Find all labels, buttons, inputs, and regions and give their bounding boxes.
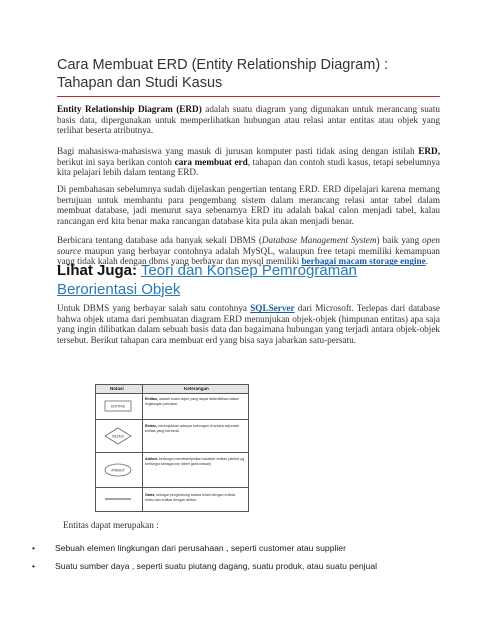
table-header <box>96 385 248 394</box>
attribute-ellipse-icon <box>96 453 142 487</box>
title-divider <box>57 96 440 97</box>
erd-term: Entity Relationship Diagram (ERD) <box>57 104 202 114</box>
bullet-icon: • <box>32 561 36 571</box>
notation-desc: sebagai penghubung antara relasi dengan entitas, relasi dan entitas dengan atribut. <box>145 493 237 502</box>
paragraph-text: maupun yang berbayar contohnya adalah MySQL, walaupun free tetapi memiliki kemampuan yang tidak kalah dengan dbms yang berbayar dan mysql memiliki <box>57 245 440 267</box>
table-cell <box>145 457 245 466</box>
list-item-text: Sebuah elemen lingkungan dari perusahaan , seperti customer atau supplier <box>55 543 346 553</box>
paragraph-text: berikut ini saya berikan contoh <box>57 156 175 167</box>
notation-term: Entitas, <box>145 397 158 401</box>
notation-term: Garis, <box>145 493 156 497</box>
italic-term: Database Management System <box>261 235 377 245</box>
svg-text:ATRIBUT: ATRIBUT <box>111 468 125 473</box>
notation-term: Relasi, <box>145 424 157 428</box>
paragraph-intro <box>57 146 440 178</box>
entity-rectangle-icon <box>96 394 142 419</box>
page-title: Cara Membuat ERD (Entity Relationship Diagram) : Tahapan dan Studi Kasus <box>57 57 389 91</box>
storage-engine-link[interactable]: berbagai macam storage engine <box>301 256 426 267</box>
svg-text:ENTITAS: ENTITAS <box>110 404 126 409</box>
bold-term: ERD, <box>418 146 440 156</box>
notation-desc: adalah suatu objek yang dapat diidentifikasi dalam lingkungan pemakai. <box>145 397 240 406</box>
paragraph-sqlserver <box>57 303 440 346</box>
sqlserver-link[interactable]: SQLServer <box>250 303 295 313</box>
line-connector-icon <box>96 488 142 510</box>
bullet-icon: • <box>32 543 36 553</box>
list-item-text: Suatu sumber daya , seperti suatu piutang dagang, suatu produk, atau suatu penjual <box>55 561 378 571</box>
paragraph-text: Untuk DBMS yang berbayar salah satu contohnya <box>57 303 251 313</box>
paragraph-text: . <box>425 256 428 267</box>
paragraph-erd-definition <box>57 104 440 136</box>
paragraph-text: , tahapan dan contoh studi kasus, tetapi sebelumnya kita pelajari lebih dalam tentang ERD. <box>57 156 440 178</box>
paragraph-text: dari Microsoft. Terlepas dari database bahwa objek utama dari pembuatan diagram ERD menunjukan objek-objek (himpunan entitas) apa saja yang ingin dilibatkan dalam sebuah basis data dan bagaimana hubungan yang terjadi antara objek-objek tersebut. Berikut tahapan cara membuat erd yang bisa saya jabarkan satu-persatu. <box>57 303 441 346</box>
paragraph-entity-types: Entitas dapat merupakan : <box>63 520 159 530</box>
see-also-link[interactable]: Teori dan Konsep Pemrograman Berorientasi Objek <box>57 262 357 298</box>
table-cell <box>145 397 245 406</box>
notation-term: Atribut, <box>145 457 158 461</box>
bold-term: cara membuat erd <box>174 156 248 167</box>
table-row <box>96 420 248 453</box>
paragraph-text: adalah suatu diagram yang digunakan untuk merancang suatu basis data, dipergunakan untuk memperlihatkan hubungan atau relasi antar entitas atau objek yang terlihat beserta atributnya. <box>57 104 441 136</box>
description-column-header: Keterangan <box>184 386 209 391</box>
paragraph-text: Berbicara tentang database ada banyak sekali DBMS ( <box>57 235 262 245</box>
notation-desc: menunjukkan adanya hubungan di antara sejumlah entitas yang berbeda. <box>145 424 240 433</box>
table-row <box>96 394 248 420</box>
relation-diamond-icon <box>96 420 142 452</box>
paragraph-text: ) baik yang <box>376 235 423 245</box>
table-row <box>96 453 248 488</box>
table-cell <box>145 493 245 502</box>
paragraph-text: Bagi mahasiswa-mahasiswa yang masuk di jurusan komputer pasti tidak asing dengan istilah <box>57 146 419 156</box>
table-cell <box>145 424 245 433</box>
italic-term: open source <box>57 235 441 256</box>
svg-text:RELASI: RELASI <box>112 434 124 439</box>
see-also-label: Lihat Juga: <box>57 262 138 279</box>
notation-column-header: Notasi <box>110 386 124 391</box>
paragraph-erd-purpose: Di pembahasan sebelumnya sudah dijelaskan pengertian tentang ERD. ERD dipelajari karena memang bertujuan untuk membantu para pengembang sistem dalam merancang relasi antar tabel dalam membuat database, jadi menurut saya sebenarnya ERD itu adalah bakal calon menjadi tabel, kalau rancangan erd kita benar maka rancangan database kita pula akan menjadi benar. <box>57 184 440 227</box>
table-row <box>96 488 248 510</box>
see-also-heading <box>57 261 440 299</box>
erd-notation-table <box>95 384 249 512</box>
notation-desc: berfungsi mendeskripsikan karakter entitas (atribut yg berfungsi sebagai key diberi garis bawah) <box>145 457 245 466</box>
